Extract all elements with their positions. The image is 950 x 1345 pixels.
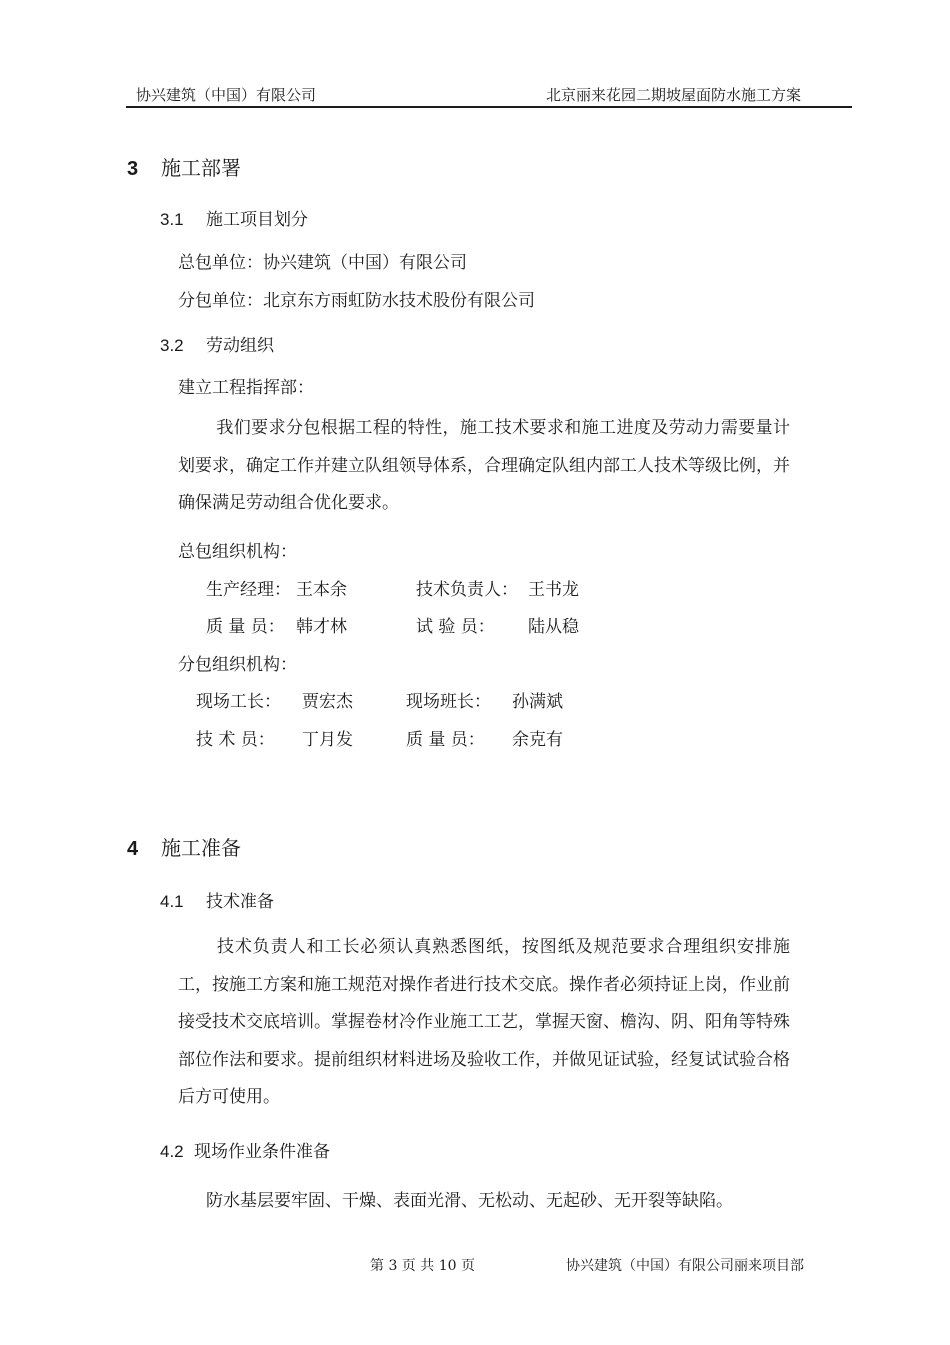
header-company: 协兴建筑（中国）有限公司	[136, 86, 317, 104]
section-4-1-heading	[160, 887, 274, 912]
section-3-1-heading	[160, 205, 308, 230]
sub-org-name: 余克有	[512, 730, 563, 750]
section-3-1-title: 施工项目划分	[206, 210, 308, 230]
subcontractor-line: 分包单位：北京东方雨虹防水技术股份有限公司	[178, 291, 535, 311]
footer-page-number: 第 3 页 共 10 页	[370, 1258, 475, 1274]
section-3-2-number: 3.2	[160, 336, 184, 355]
gc-org-name: 韩才林	[296, 617, 347, 637]
section-3-1-number: 3.1	[160, 210, 184, 229]
section-4-2-number: 4.2	[160, 1142, 184, 1161]
labor-organization-text: 我们要求分包根据工程的特性，施工技术要求和施工进度及劳动力需要量计划要求，确定工作并建立队组领导体系，合理确定队组内部工人技术等级比例，并确保满足劳动组合优化要求。	[178, 418, 790, 513]
sub-org-role: 技 术 员：	[196, 730, 275, 750]
header-rule	[126, 106, 852, 108]
headquarters-line: 建立工程指挥部：	[178, 378, 314, 398]
sub-org-label: 分包组织机构：	[178, 655, 297, 675]
sub-org-role: 质 量 员：	[406, 730, 485, 750]
section-4-heading	[127, 832, 241, 861]
sub-org-name: 丁月发	[302, 730, 353, 750]
gc-org-role: 生产经理：	[206, 580, 291, 600]
gc-org-name: 王本余	[296, 580, 347, 600]
section-3-2-heading	[160, 331, 274, 356]
technical-preparation-text: 技术负责人和工长必须认真熟悉图纸，按图纸及规范要求合理组织安排施工，按施工方案和施工规范对操作者进行技术交底。操作者必须持证上岗，作业前接受技术交底培训。掌握卷材冷作业施工工艺，掌握天窗、檐沟、阴、阳角等特殊部位作法和要求。提前组织材料进场及验收工作，并做见证试验，经复试试验合格后方可使用。	[178, 937, 790, 1107]
section-4-1-title: 技术准备	[206, 892, 274, 912]
section-4-number: 4	[127, 838, 139, 860]
labor-organization-paragraph	[178, 410, 790, 523]
general-contractor-line: 总包单位：协兴建筑（中国）有限公司	[178, 253, 467, 273]
gc-org-role: 技术负责人：	[416, 580, 518, 600]
gc-org-name: 陆从稳	[528, 617, 579, 637]
section-4-2-title: 现场作业条件准备	[194, 1142, 330, 1162]
sub-org-name: 贾宏杰	[302, 692, 353, 712]
technical-preparation-paragraph	[178, 929, 790, 1117]
gc-org-label: 总包组织机构：	[178, 542, 297, 562]
section-3-number: 3	[127, 158, 139, 180]
section-3-2-title: 劳动组织	[206, 336, 274, 356]
sub-org-role: 现场班长：	[406, 692, 491, 712]
gc-org-name: 王书龙	[528, 580, 579, 600]
section-4-1-number: 4.1	[160, 892, 184, 911]
gc-org-role: 试 验 员：	[416, 617, 495, 637]
sub-org-role: 现场工长：	[196, 692, 281, 712]
sub-org-name: 孙满斌	[512, 692, 563, 712]
header-document-title: 北京丽来花园二期坡屋面防水施工方案	[546, 86, 802, 104]
gc-org-role: 质 量 员：	[206, 617, 285, 637]
footer-project-department: 协兴建筑（中国）有限公司丽来项目部	[566, 1258, 804, 1274]
section-3-title: 施工部署	[161, 156, 241, 180]
section-4-title: 施工准备	[161, 836, 241, 860]
section-4-2-heading	[160, 1137, 330, 1162]
section-3-heading	[127, 152, 241, 181]
site-conditions-text: 防水基层要牢固、干燥、表面光滑、无松动、无起砂、无开裂等缺陷。	[206, 1191, 733, 1211]
